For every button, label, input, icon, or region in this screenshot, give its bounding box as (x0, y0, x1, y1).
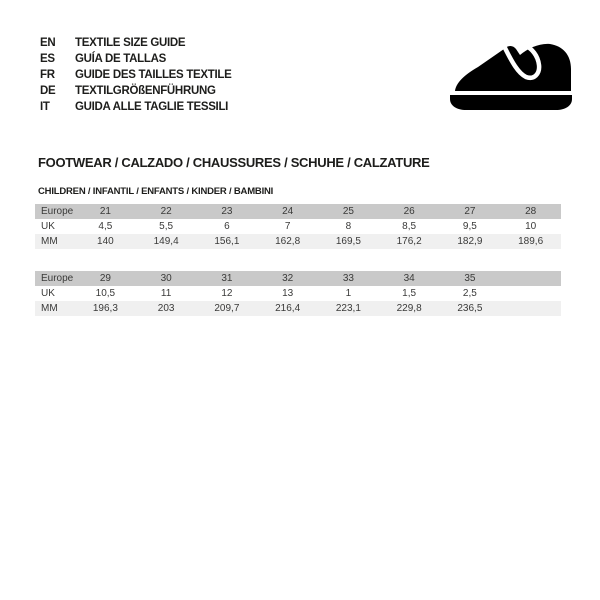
size-value-cell: 182,9 (457, 236, 483, 247)
children-shoe-icon (448, 41, 574, 111)
size-value-cell: 12 (221, 288, 233, 299)
size-value-cell: 5,5 (159, 221, 174, 232)
language-row-it (40, 99, 232, 115)
table-row-uk (35, 219, 561, 234)
size-value-cell: 140 (97, 236, 114, 247)
size-value-cell (500, 301, 561, 316)
size-value-cell: 29 (99, 273, 111, 284)
language-code: ES (40, 53, 55, 65)
language-label: GUIDE DES TAILLES TEXTILE (75, 69, 232, 81)
language-row-en (40, 35, 232, 51)
size-value-cell: 2,5 (462, 288, 477, 299)
size-value-cell: 156,1 (214, 236, 240, 247)
size-value-cell: 7 (284, 221, 291, 232)
size-value-cell: 236,5 (457, 303, 483, 314)
size-value-cell: 21 (99, 206, 111, 217)
language-label: GUIDA ALLE TAGLIE TESSILI (75, 101, 229, 113)
size-table-eu-29-35 (35, 271, 561, 316)
language-list (40, 35, 232, 115)
size-value-cell: 9,5 (462, 221, 477, 232)
language-row-es (40, 51, 232, 67)
size-value-cell: 8,5 (402, 221, 417, 232)
table-row-uk (35, 286, 561, 301)
size-value-cell: 13 (282, 288, 294, 299)
size-value-cell: 223,1 (335, 303, 361, 314)
size-value-cell: 169,5 (335, 236, 361, 247)
size-value-cell: 32 (282, 273, 294, 284)
size-value-cell: 176,2 (396, 236, 422, 247)
language-label: TEXTILGRÖßENFÜHRUNG (75, 85, 216, 97)
language-code: FR (40, 69, 55, 81)
size-value-cell: 216,4 (275, 303, 301, 314)
size-value-cell: 27 (464, 206, 476, 217)
size-value-cell: 31 (221, 273, 233, 284)
size-value-cell: 4,5 (98, 221, 113, 232)
size-value-cell: 34 (403, 273, 415, 284)
size-value-cell: 30 (160, 273, 172, 284)
size-value-cell: 162,8 (275, 236, 301, 247)
row-label: UK (41, 288, 55, 299)
language-code: IT (40, 101, 50, 113)
size-table-eu-21-28 (35, 204, 561, 249)
language-code: EN (40, 37, 56, 49)
table-row-mm (35, 234, 561, 249)
row-label: Europe (41, 206, 74, 217)
size-value-cell: 209,7 (214, 303, 240, 314)
size-value-cell: 189,6 (518, 236, 544, 247)
size-value-cell: 1 (345, 288, 352, 299)
section-title: FOOTWEAR / CALZADO / CHAUSSURES / SCHUHE / CALZATURE (38, 155, 430, 170)
size-value-cell: 203 (157, 303, 175, 314)
size-value-cell (500, 271, 561, 286)
size-value-cell: 10 (525, 221, 537, 232)
table-row-europe (35, 271, 561, 286)
row-label: MM (41, 303, 58, 314)
size-value-cell (500, 286, 561, 301)
language-row-fr (40, 67, 232, 83)
size-value-cell: 8 (345, 221, 352, 232)
size-value-cell: 28 (525, 206, 537, 217)
table-row-mm (35, 301, 561, 316)
size-value-cell: 1,5 (402, 288, 417, 299)
size-value-cell: 149,4 (153, 236, 179, 247)
language-row-de (40, 83, 232, 99)
size-value-cell: 229,8 (396, 303, 422, 314)
section-subtitle: CHILDREN / INFANTIL / ENFANTS / KINDER / BAMBINI (38, 186, 274, 197)
size-value-cell: 24 (282, 206, 294, 217)
language-label: TEXTILE SIZE GUIDE (75, 37, 186, 49)
size-value-cell: 22 (160, 206, 172, 217)
language-code: DE (40, 85, 56, 97)
size-value-cell: 10,5 (95, 288, 116, 299)
language-label: GUÍA DE TALLAS (75, 53, 166, 65)
size-value-cell: 33 (342, 273, 354, 284)
size-value-cell: 25 (342, 206, 354, 217)
size-value-cell: 6 (224, 221, 230, 232)
row-label: MM (41, 236, 58, 247)
size-value-cell: 196,3 (92, 303, 118, 314)
row-label: UK (41, 221, 55, 232)
size-value-cell: 11 (160, 288, 172, 299)
table-row-europe (35, 204, 561, 219)
size-value-cell: 35 (464, 273, 476, 284)
size-value-cell: 26 (403, 206, 415, 217)
size-value-cell: 23 (221, 206, 233, 217)
row-label: Europe (41, 273, 74, 284)
